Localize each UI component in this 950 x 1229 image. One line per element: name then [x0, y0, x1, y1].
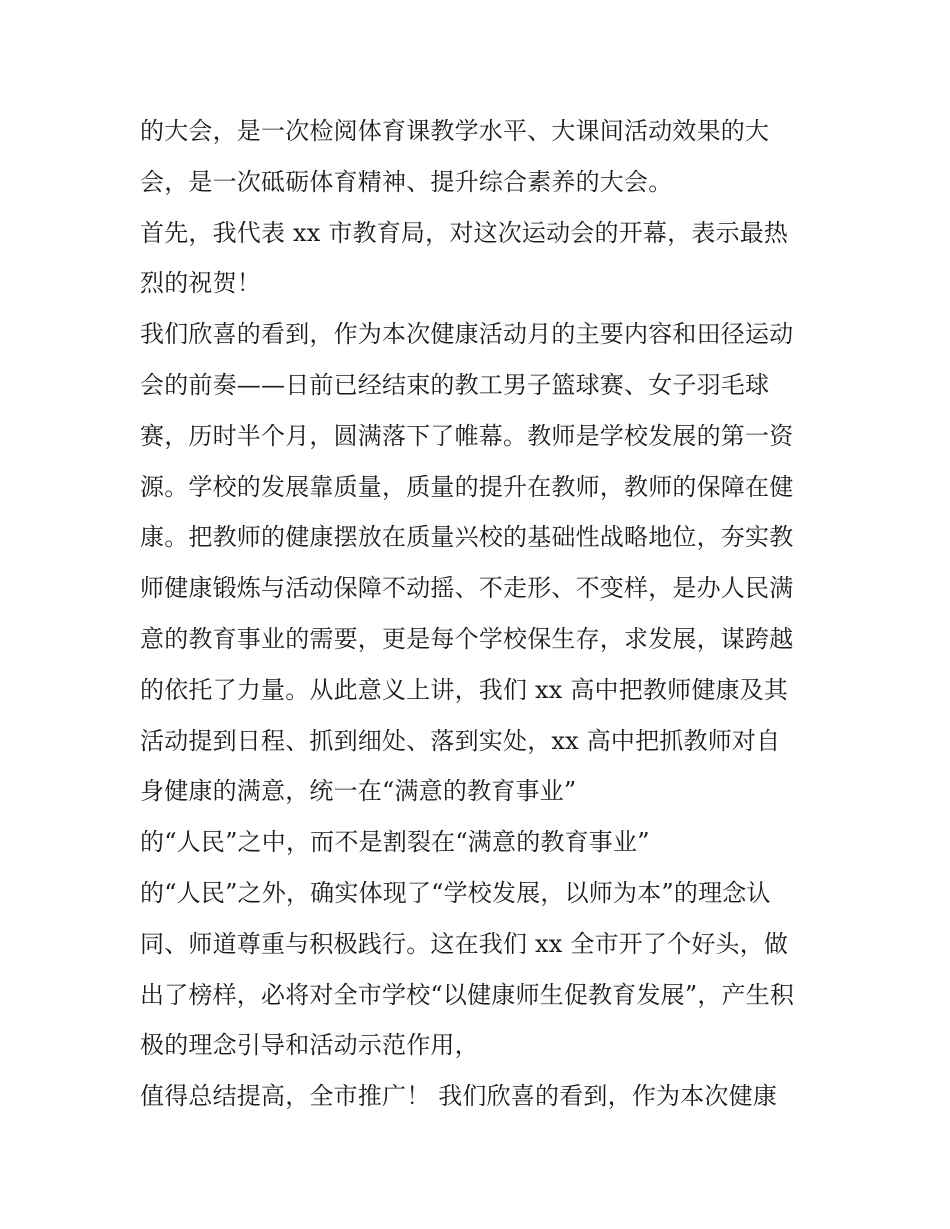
text-line: 身健康的满意，统一在“满意的教育事业” — [140, 777, 577, 806]
text-line: 值得总结提高，全市推广！ 我们欣喜的看到，作为本次健康 — [140, 1082, 778, 1111]
text-line: 会，是一次砥砺体育精神、提升综合素养的大会。 — [140, 167, 673, 196]
text-line: 康。把教师的健康摆放在质量兴校的基础性战略地位，夯实教 — [140, 523, 794, 552]
text-line: 赛，历时半个月，圆满落下了帷幕。教师是学校发展的第一资 — [140, 421, 794, 450]
text-line: 的“人民”之外，确实体现了“学校发展，以师为本”的理念认 — [140, 878, 771, 907]
text-line: 我们欣喜的看到，作为本次健康活动月的主要内容和田径运动 — [140, 320, 794, 349]
text-line: 会的前奏——日前已经结束的教工男子篮球赛、女子羽毛球 — [140, 370, 770, 399]
text-line: 的大会，是一次检阅体育课教学水平、大课间活动效果的大 — [140, 117, 770, 145]
text-line: 极的理念引导和活动示范作用， — [140, 1031, 479, 1060]
text-line: 同、师道尊重与积极践行。这在我们 xx 全市开了个好头，做 — [140, 929, 789, 958]
text-line: 源。学校的发展靠质量，质量的提升在教师，教师的保障在健 — [140, 472, 794, 501]
text-line: 的“人民”之中，而不是割裂在“满意的教育事业” — [140, 828, 650, 857]
text-line: 的依托了力量。从此意义上讲，我们 xx 高中把教师健康及其 — [140, 675, 789, 704]
body-text — [140, 106, 830, 1122]
text-line: 烈的祝贺！ — [140, 269, 261, 298]
text-line: 意的教育事业的需要，更是每个学校保生存，求发展，谋跨越 — [140, 624, 794, 653]
text-line: 师健康锻炼与活动保障不动摇、不走形、不变样，是办人民满 — [140, 574, 794, 603]
text-line: 出了榜样，必将对全市学校“以健康师生促教育发展”，产生积 — [140, 980, 795, 1009]
text-line: 首先，我代表 xx 市教育局，对这次运动会的开幕，表示最热 — [140, 218, 789, 247]
text-line: 活动提到日程、抓到细处、落到实处，xx 高中把抓教师对自 — [140, 726, 781, 755]
